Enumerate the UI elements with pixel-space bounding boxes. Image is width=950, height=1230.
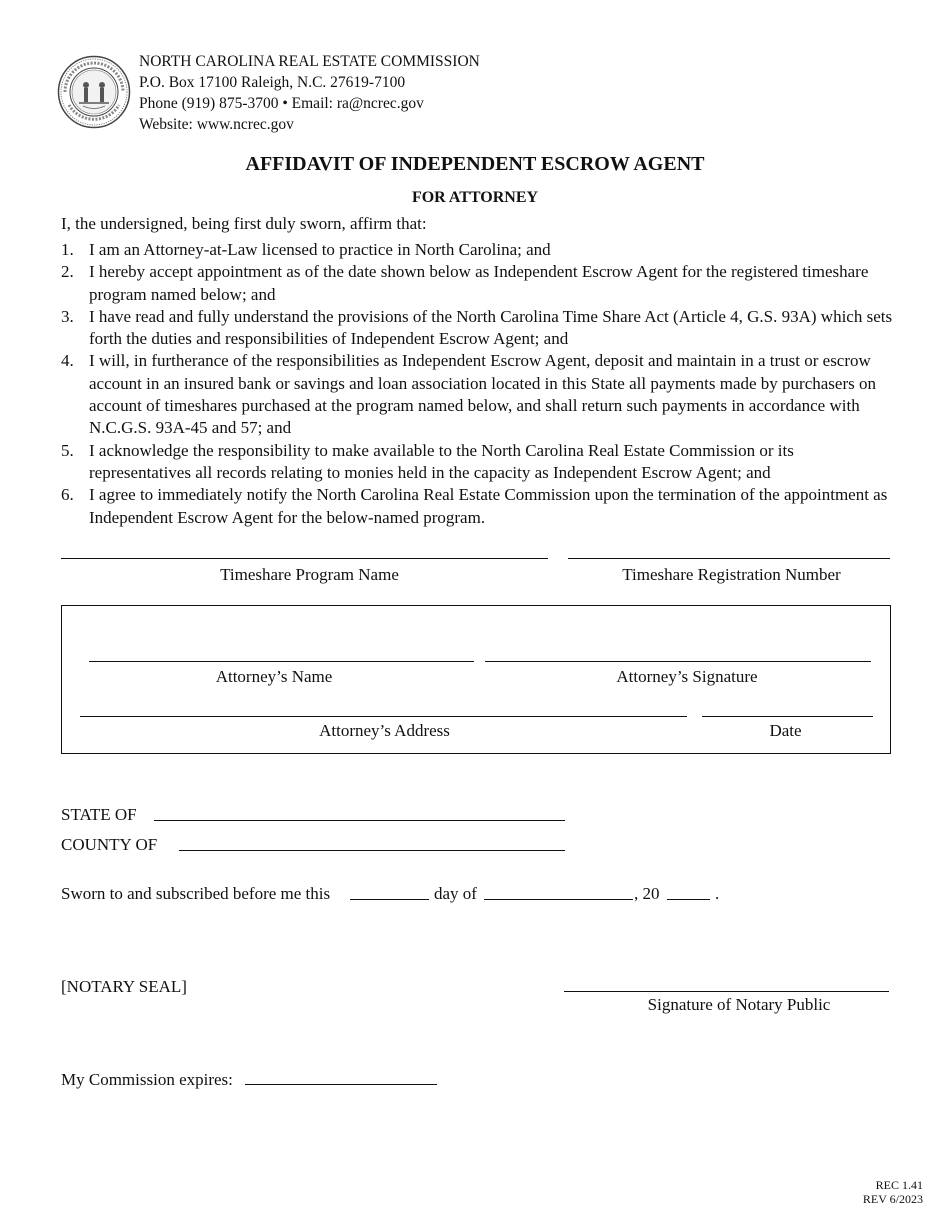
item-number: 3. [61, 306, 74, 326]
intro-statement: I, the undersigned, being first duly sworn, affirm that: [61, 214, 427, 233]
attorney-signature-line[interactable] [485, 661, 871, 662]
county-of-line[interactable] [179, 850, 565, 851]
notary-signature-label: Signature of Notary Public [647, 995, 831, 1014]
nc-real-estate-commission-seal [57, 55, 131, 129]
attorney-signature-label: Attorney’s Signature [616, 667, 758, 686]
registration-number-label: Timeshare Registration Number [622, 565, 841, 584]
org-address: P.O. Box 17100 Raleigh, N.C. 27619-7100 [139, 74, 406, 91]
commission-expires-line[interactable] [245, 1084, 437, 1085]
sworn-period: . [715, 884, 720, 903]
state-of-label: STATE OF [61, 805, 137, 824]
attorney-name-line[interactable] [89, 661, 474, 662]
attorney-name-label: Attorney’s Name [215, 667, 333, 686]
year-prefix-label: , 20 [634, 884, 660, 903]
registration-number-line[interactable] [568, 558, 890, 559]
list-item [61, 484, 896, 529]
org-name: NORTH CAROLINA REAL ESTATE COMMISSION [139, 53, 480, 70]
sworn-year-line[interactable] [667, 899, 710, 900]
item-text: I agree to immediately notify the North Carolina Real Estate Commission upon the termination of the appointment as Independent Escrow Agent for the below-named program. [89, 485, 888, 527]
notary-signature-line[interactable] [564, 991, 889, 992]
item-text: I have read and fully understand the provisions of the North Carolina Time Share Act (Article 4, G.S. 93A) which sets forth the duties and responsibilities of Independent Escrow Agent; and [89, 306, 893, 349]
list-item [61, 239, 896, 261]
date-label: Date [769, 721, 802, 740]
list-item [61, 440, 896, 485]
org-phone-email: Phone (919) 875-3700 • Email: ra@ncrec.gov [139, 95, 424, 112]
list-item [61, 306, 896, 351]
program-name-label: Timeshare Program Name [220, 565, 399, 584]
program-name-line[interactable] [61, 558, 548, 559]
affirmation-list [61, 239, 896, 529]
item-text: I will, in furtherance of the responsibilities as Independent Escrow Agent, deposit and maintain in a trust or escrow account in an insured bank or savings and loan association located in this State all payments made by purchasers on account of timeshares purchased at the program named below, and shall return such payments in accordance with N.C.G.S. 93A-45 and 57; and [89, 351, 876, 438]
day-of-label: day of [434, 884, 477, 903]
item-text: I am an Attorney-at-Law licensed to practice in North Carolina; and [89, 240, 551, 259]
item-number: 4. [61, 351, 74, 371]
document-title: AFFIDAVIT OF INDEPENDENT ESCROW AGENT [245, 153, 705, 175]
attorney-address-line[interactable] [80, 716, 687, 717]
sworn-statement-label: Sworn to and subscribed before me this [61, 884, 331, 903]
org-website: Website: www.ncrec.gov [139, 116, 294, 133]
county-of-label: COUNTY OF [61, 835, 158, 854]
form-id: REC 1.41 [875, 1178, 923, 1192]
list-item [61, 350, 896, 439]
attorney-address-label: Attorney’s Address [319, 721, 450, 740]
sworn-day-line[interactable] [350, 899, 429, 900]
item-text: I hereby accept appointment as of the date shown below as Independent Escrow Agent for the registered timeshare program named below; and [89, 262, 869, 304]
list-item [61, 261, 896, 306]
item-text: I acknowledge the responsibility to make available to the North Carolina Real Estate Commission or its representatives all records relating to monies held in the capacity as Independent Escrow Agent; and [89, 440, 794, 482]
state-of-line[interactable] [154, 820, 565, 821]
form-revision: REV 6/2023 [862, 1192, 923, 1206]
notary-seal-label: [NOTARY SEAL] [61, 977, 187, 996]
item-number: 2. [61, 262, 74, 282]
sworn-month-line[interactable] [484, 899, 633, 900]
item-number: 1. [61, 240, 74, 259]
attorney-info-box [61, 605, 891, 754]
item-number: 5. [61, 440, 74, 460]
commission-expires-label: My Commission expires: [61, 1070, 233, 1089]
document-subtitle: FOR ATTORNEY [411, 189, 539, 206]
item-number: 6. [61, 485, 74, 505]
date-line[interactable] [702, 716, 873, 717]
